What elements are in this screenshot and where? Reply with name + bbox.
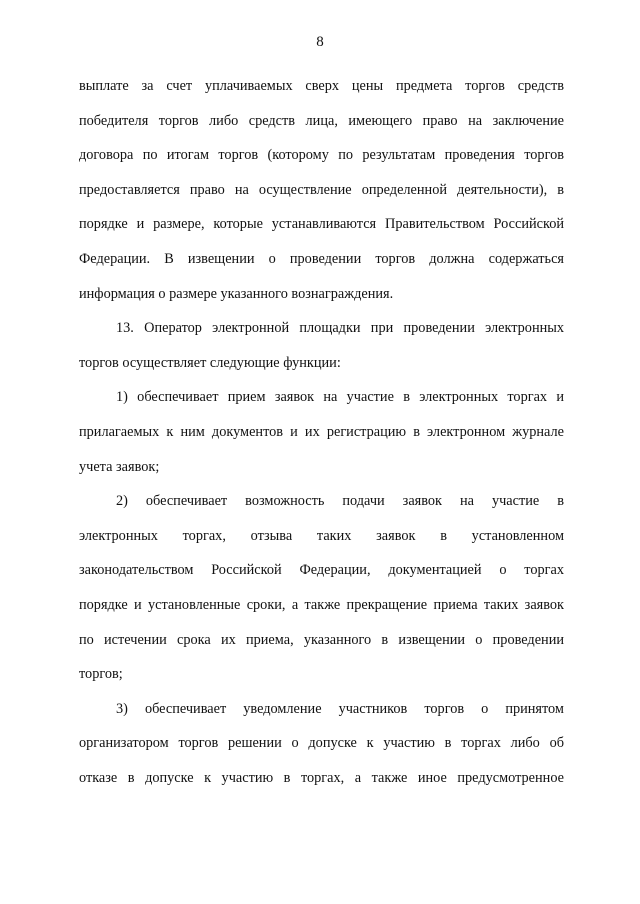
text-line: 2) обеспечивает возможность подачи заявок на участие в [116, 493, 564, 510]
text-line: торгов; [79, 666, 123, 683]
text-line: по истечении срока их приема, указанного в извещении о проведении [79, 631, 564, 648]
paragraph-continuation [79, 69, 564, 311]
text-line: Федерации. В извещении о проведении торгов должна содержаться [79, 250, 564, 267]
text-line: 13. Оператор электронной площадки при проведении электронных [116, 320, 564, 337]
text-line: выплате за счет уплачиваемых сверх цены предмета торгов средств [79, 78, 564, 94]
text-line: прилагаемых к ним документов и их регистрацию в электронном журнале [79, 423, 564, 440]
text-line: организатором торгов решении о допуске к участию в торгах либо об [79, 735, 564, 752]
text-line: 3) обеспечивает уведомление участников торгов о принятом [116, 700, 564, 717]
text-line: 1) обеспечивает прием заявок на участие в электронных торгах и [116, 389, 564, 406]
text-line: учета заявок; [79, 458, 160, 475]
paragraph-subitem-1 [79, 380, 564, 484]
text-line: порядке и установленные сроки, а также прекращение приема таких заявок [79, 596, 564, 613]
page-number: 8 [316, 34, 324, 50]
text-line: отказе в допуске к участию в торгах, а также иное предусмотренное [79, 769, 564, 786]
paragraph-item-13 [79, 311, 564, 380]
text-line: договора по итогам торгов (которому по результатам проведения торгов [79, 147, 564, 164]
text-line: законодательством Российской Федерации, документацией о торгах [79, 562, 564, 579]
text-line: предоставляется право на осуществление определенной деятельности), в [79, 181, 564, 198]
text-line: торгов осуществляет следующие функции: [79, 354, 341, 371]
paragraph-subitem-2 [79, 484, 564, 692]
text-line: порядке и размере, которые устанавливаются Правительством Российской [79, 216, 564, 233]
paragraph-subitem-3 [79, 692, 564, 796]
text-line: информация о размере указанного вознаграждения. [79, 285, 394, 302]
text-line: электронных торгах, отзыва таких заявок в установленном [79, 527, 564, 544]
document-body [79, 69, 564, 795]
text-line: победителя торгов либо средств лица, имеющего право на заключение [79, 112, 564, 129]
